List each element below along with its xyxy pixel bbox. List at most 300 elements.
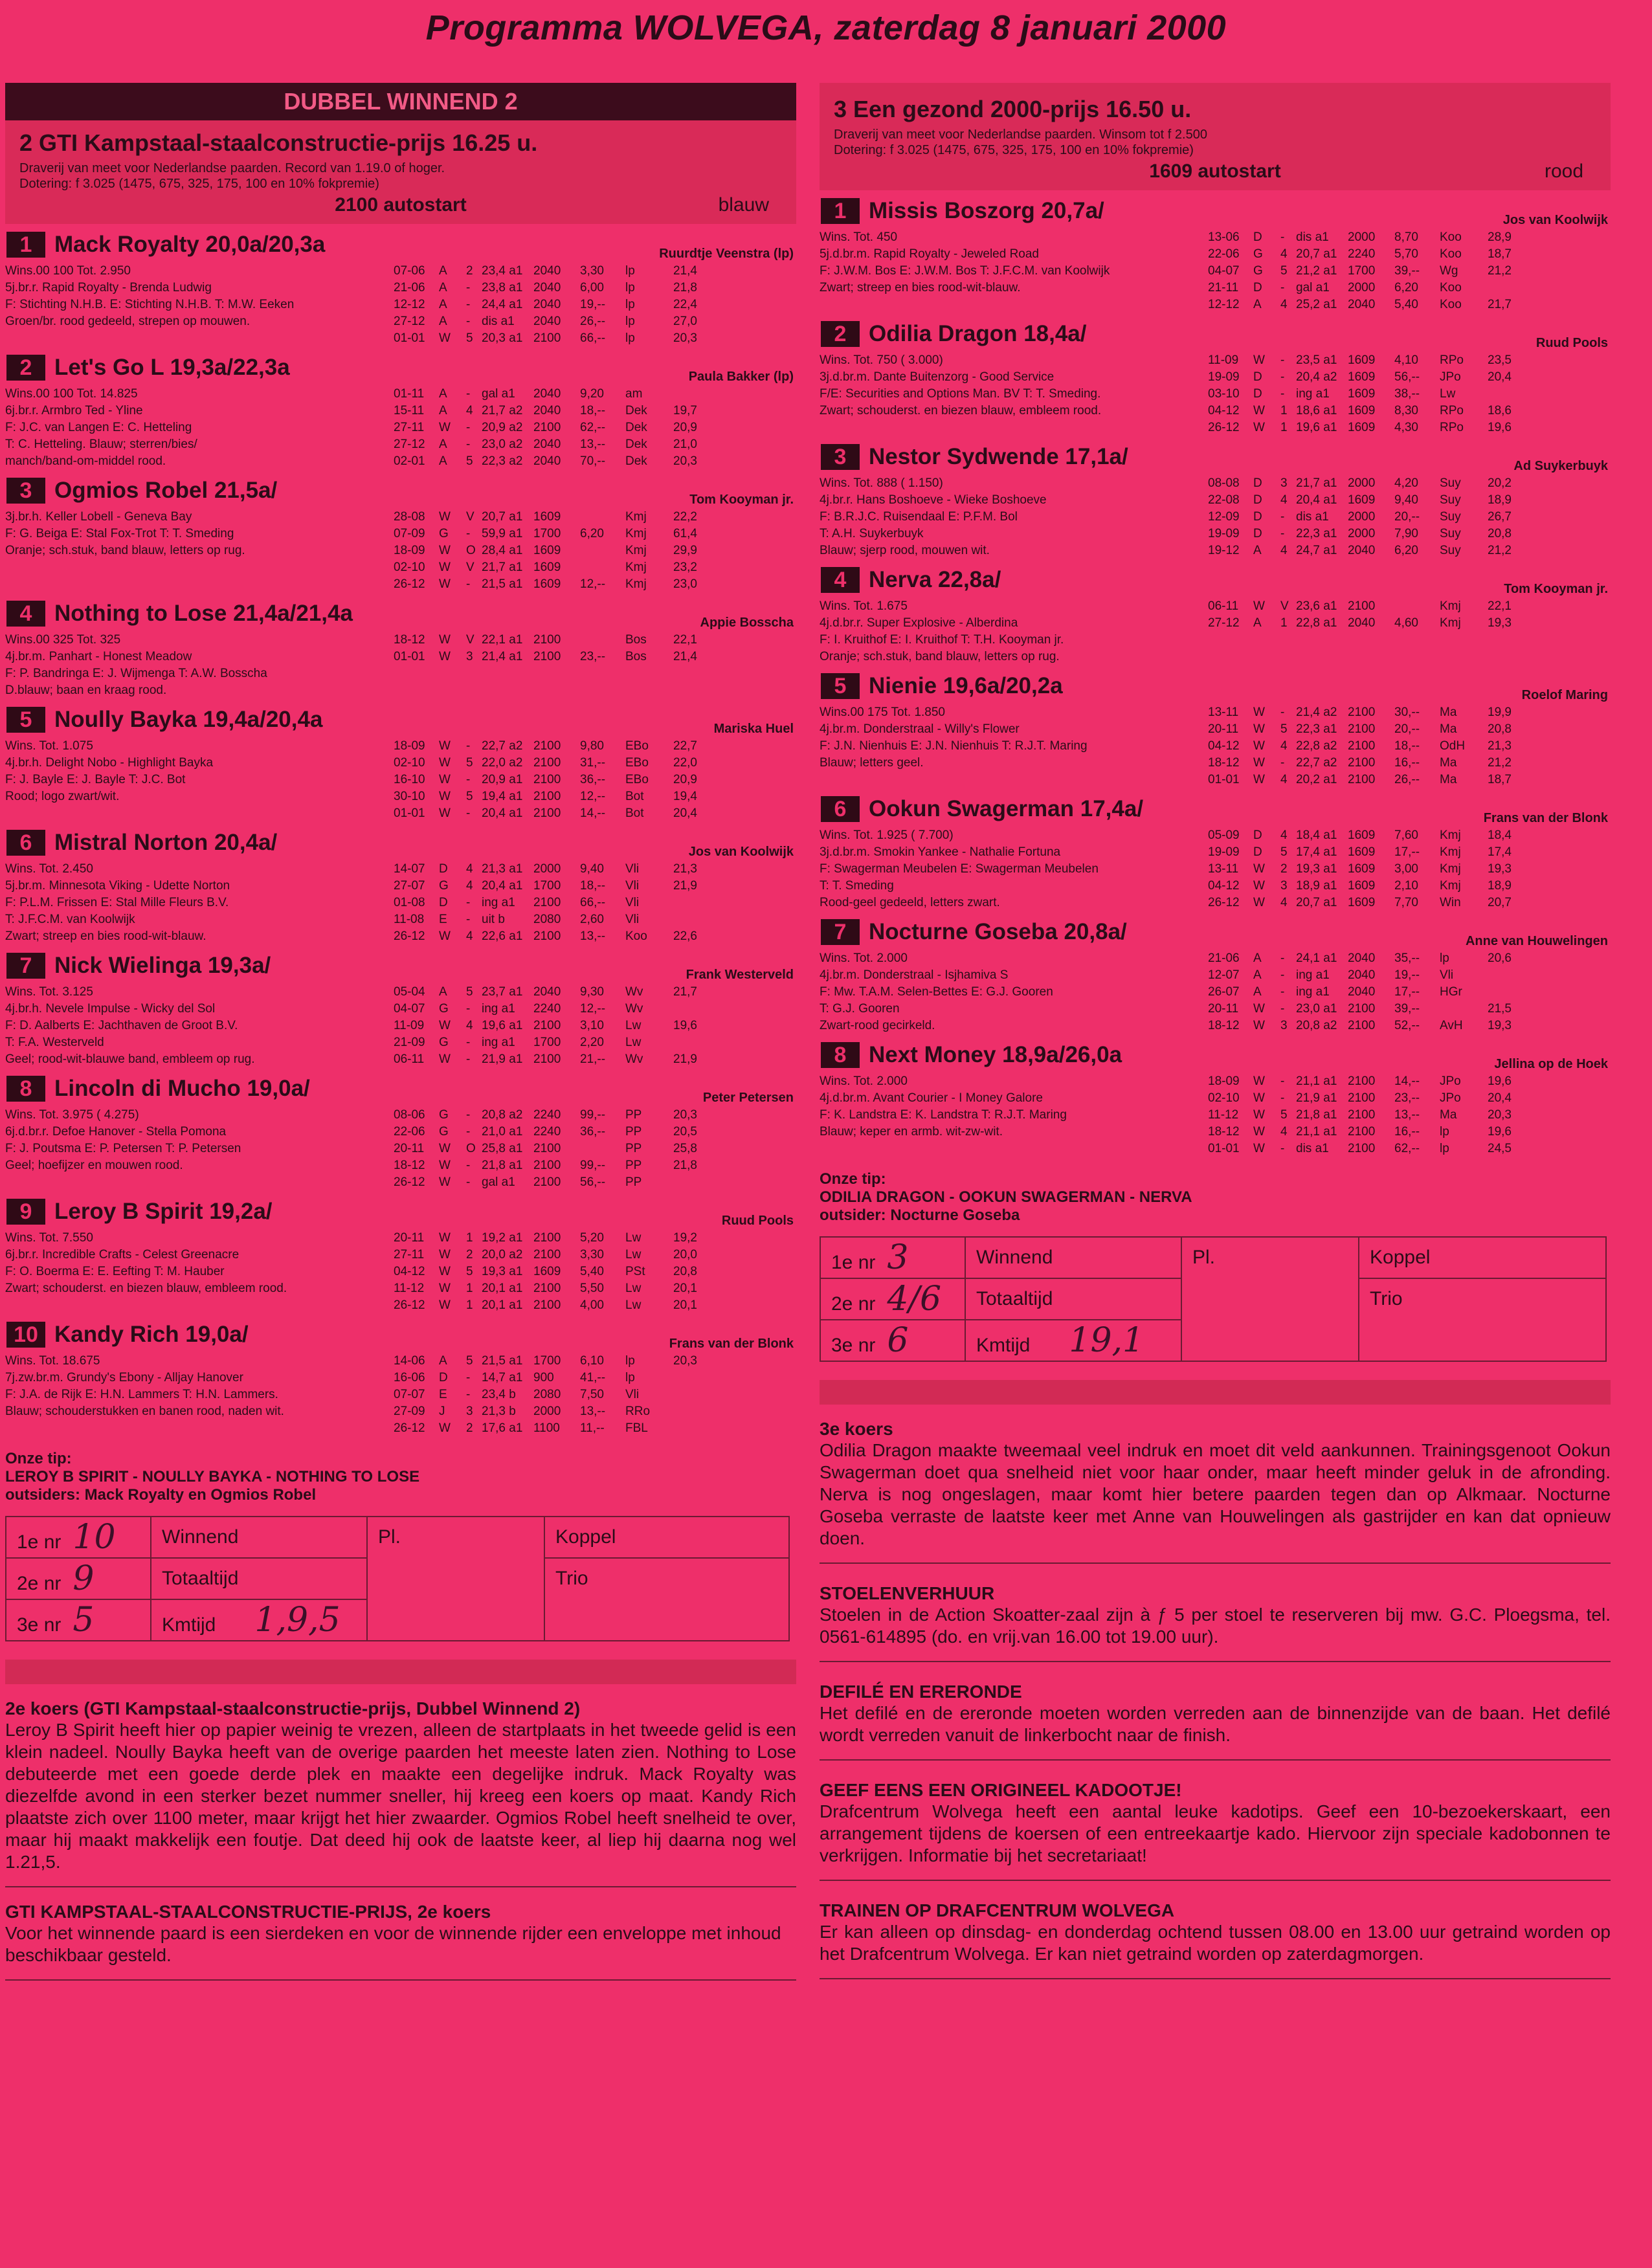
result-cell: 2100	[533, 1159, 561, 1172]
result-cell: 20,8 a2	[482, 1108, 523, 1122]
result-cell: 2100	[1348, 756, 1376, 770]
handwritten-entry[interactable]: 3	[887, 1238, 909, 1277]
handwritten-entry[interactable]: 5	[73, 1601, 95, 1640]
result-cell: A	[1253, 985, 1262, 999]
result-cell: dis a1	[1296, 1142, 1329, 1155]
result-cell: 20,--	[1394, 510, 1420, 524]
result-cell: -	[466, 527, 471, 540]
result-cell: -	[1280, 968, 1285, 982]
horse-header	[820, 198, 1611, 229]
result-cell: W	[1253, 1142, 1265, 1155]
result-row	[1208, 296, 1611, 313]
result-cell: 28-08	[394, 510, 425, 524]
bet-trio[interactable]: Trio	[1359, 1278, 1606, 1361]
result-cell: 39,--	[1394, 1002, 1420, 1016]
result-cell: Bos	[625, 633, 647, 647]
horse-info	[820, 827, 1208, 911]
info-line: Wins. Tot. 18.675	[5, 1354, 100, 1368]
result-cell: ing a1	[482, 896, 515, 909]
driver-name: Jellina op de Hoek	[1494, 1057, 1608, 1071]
result-cell: -	[466, 1052, 471, 1066]
bet-row-label: 1e nr 10	[6, 1517, 151, 1558]
result-cell: Wv	[625, 1052, 643, 1066]
result-cell: A	[1253, 968, 1262, 982]
notice	[820, 1780, 1611, 1867]
result-cell: W	[1253, 706, 1265, 719]
notice-body: Stoelen in de Action Skoatter-zaal zijn à ƒ 5 per stoel te reserveren bij mw. G.C. Ploegsma, tel. 0561-614895 (do. en vrij.van 16.00 tot 19.00 uur).	[820, 1605, 1611, 1647]
driver-name: Frank Westerveld	[686, 968, 794, 982]
bet-form	[5, 1516, 790, 1641]
info-line: Wins. Tot. 750 ( 3.000)	[820, 353, 943, 367]
driver-name: Ruurdtje Veenstra (lp)	[659, 247, 794, 261]
info-line: Wins.00 100 Tot. 2.950	[5, 264, 131, 278]
result-cell: -	[466, 298, 471, 311]
result-cell: 20,8	[1488, 722, 1512, 736]
result-cell: lp	[1440, 1142, 1449, 1155]
result-cell: 19,3	[1488, 862, 1512, 876]
result-cell: 2040	[533, 985, 561, 999]
info-line: Rood; logo zwart/wit.	[5, 790, 120, 803]
start-number: 1	[6, 232, 45, 258]
result-cell: J	[439, 1405, 445, 1418]
result-cell: 2,10	[1394, 879, 1418, 893]
handwritten-entry[interactable]: 9	[73, 1559, 95, 1598]
result-cell: 4	[1280, 247, 1288, 261]
info-line: F: J.A. de Rijk E: H.N. Lammers T: H.N. Lammers.	[5, 1388, 278, 1401]
result-cell: 1609	[1348, 862, 1376, 876]
result-cell: 16-10	[394, 773, 425, 786]
bet-place[interactable]: Pl.	[1181, 1237, 1359, 1361]
result-cell: -	[1280, 230, 1285, 244]
result-cell: Lw	[625, 1036, 642, 1049]
result-cell: 21,1 a1	[1296, 1125, 1337, 1139]
result-cell: 20,4 a1	[482, 806, 523, 820]
result-cell: -	[1280, 1142, 1285, 1155]
result-row	[394, 1124, 796, 1140]
race-color: rood	[1544, 161, 1583, 182]
bet-trio[interactable]: Trio	[544, 1558, 789, 1641]
result-cell	[1394, 598, 1440, 615]
result-cell: 01-01	[1208, 773, 1240, 786]
result-cell: 12-12	[1208, 298, 1240, 311]
result-cell: O	[466, 1142, 476, 1155]
result-row	[1208, 615, 1611, 632]
horse-header	[820, 567, 1611, 598]
result-row	[1208, 1073, 1611, 1090]
result-row	[394, 1353, 796, 1370]
result-cell: 20,3	[673, 454, 697, 468]
result-cell: 22,8 a1	[1296, 616, 1337, 630]
horse-entry	[820, 321, 1611, 436]
horse-header	[5, 1322, 796, 1353]
info-line: 6j.d.br.r. Defoe Hanover - Stella Pomona	[5, 1125, 227, 1139]
result-row	[394, 1370, 796, 1386]
result-cell: W	[439, 1248, 451, 1262]
result-cell: 4	[1280, 828, 1288, 842]
start-number: 5	[6, 707, 45, 733]
result-cell: A	[439, 264, 447, 278]
result-cell: Bot	[625, 790, 644, 803]
horse-info	[820, 229, 1208, 313]
result-cell: PP	[625, 1159, 642, 1172]
result-cell: W	[439, 331, 451, 345]
result-cell: -	[466, 421, 471, 434]
article-body: Odilia Dragon maakte tweemaal veel indruk en moet dit veld aankunnen. Trainingsgenoot Ookun Swagerman doet qua snelheid niet voor haar onder, maar heeft minder geluk in de afronding. Nerva is nog ongeslagen, maar komt hier betere paarden tegen dan op Alkmaar. Nocturne Goseba verraste de laatste keer met Anne van Houwelingen als gastrijder en kan dat opnieuw doen.	[820, 1440, 1611, 1548]
result-cell: W	[439, 773, 451, 786]
result-cell: Kmj	[625, 510, 647, 524]
result-cell: 21,1 a1	[1296, 1074, 1337, 1088]
result-cell: 22,1	[673, 633, 697, 647]
result-cell: 2100	[1348, 1091, 1376, 1105]
result-cell: 21-09	[394, 1036, 425, 1049]
result-cell: G	[439, 1108, 449, 1122]
result-cell: 19,2 a1	[482, 1231, 523, 1245]
result-cell: 62,--	[580, 421, 606, 434]
result-cell: 25,2 a1	[1296, 298, 1337, 311]
result-cell: -	[466, 1159, 471, 1172]
result-cell: V	[1280, 599, 1289, 613]
result-cell: W	[439, 1282, 451, 1295]
result-row	[394, 313, 796, 330]
result-cell: W	[1253, 1108, 1265, 1122]
result-cell: -	[1280, 1002, 1285, 1016]
result-cell: -	[466, 1036, 471, 1049]
result-cell: PSt	[625, 1265, 645, 1278]
result-cell: 1609	[1348, 387, 1376, 401]
race-distance: 1609 autostart	[1149, 161, 1281, 182]
result-cell: Ma	[1440, 706, 1457, 719]
result-cell: 20,3	[673, 1108, 697, 1122]
start-number: 1	[821, 198, 860, 224]
result-cell: 21,0 a1	[482, 1125, 523, 1139]
result-cell: 19,2	[673, 1231, 697, 1245]
result-row	[1208, 263, 1611, 280]
driver-name: Ruud Pools	[721, 1214, 794, 1228]
result-row	[1208, 704, 1611, 721]
result-cell: 21,--	[580, 1052, 606, 1066]
result-cell: 19-09	[1208, 845, 1240, 859]
result-cell: 2100	[1348, 1108, 1376, 1122]
result-cell: A	[439, 454, 447, 468]
horse-name: Nick Wielinga 19,3a/	[54, 953, 271, 978]
result-cell: Suy	[1440, 476, 1461, 490]
result-cell: 3,30	[580, 1248, 604, 1262]
prize-article	[5, 1902, 796, 1966]
result-cell: 1609	[1348, 845, 1376, 859]
handwritten-entry[interactable]: 19,1	[1069, 1321, 1144, 1360]
result-cell: W	[439, 1142, 451, 1155]
result-cell: 2100	[533, 1019, 561, 1032]
result-cell: Lw	[625, 1282, 642, 1295]
result-cell: 20,1 a1	[482, 1282, 523, 1295]
horse-info	[5, 1107, 394, 1191]
bet-totaaltijd[interactable]: Totaaltijd	[965, 1278, 1181, 1320]
result-cell: 22-06	[394, 1125, 425, 1139]
result-cell: lp	[625, 331, 635, 345]
horse-entry	[5, 478, 796, 593]
info-line: F: P. Bandringa E: J. Wijmenga T: A.W. Bosscha	[5, 667, 267, 680]
handwritten-entry[interactable]: 1,9,5	[254, 1601, 340, 1640]
result-cell: 28,4 a1	[482, 544, 523, 557]
result-cell: 18,9	[1488, 879, 1512, 893]
result-cell: 21,0	[673, 438, 697, 451]
result-cell: -	[1280, 370, 1285, 384]
result-cell: 20,3	[673, 1354, 697, 1368]
result-row	[394, 632, 796, 649]
divider	[820, 1661, 1611, 1662]
start-number: 7	[6, 953, 45, 979]
horse-details	[820, 704, 1611, 788]
result-row	[394, 1034, 796, 1051]
result-row	[1208, 1017, 1611, 1034]
result-cell: W	[1253, 1019, 1265, 1032]
result-cell: 2	[1280, 862, 1288, 876]
result-cell: 22,6 a1	[482, 929, 523, 943]
result-cell: W	[1253, 421, 1265, 434]
info-line: 4j.br.m. Donderstraal - Isjhamiva S	[820, 968, 1009, 982]
preview-article	[820, 1419, 1611, 1550]
result-cell	[1488, 984, 1530, 1001]
result-cell: EBo	[625, 773, 649, 786]
result-row	[1208, 475, 1611, 492]
notice-list	[820, 1583, 1611, 1979]
result-cell: 2	[466, 1421, 473, 1435]
result-row	[394, 878, 796, 895]
result-cell: 2240	[1348, 247, 1376, 261]
result-cell: 2100	[533, 1298, 561, 1312]
result-cell: Ma	[1440, 756, 1457, 770]
bet-row-label: 3e nr 6	[820, 1320, 965, 1361]
result-cell: D	[1253, 230, 1262, 244]
notice-title: DEFILÉ EN ERERONDE	[820, 1682, 1022, 1702]
result-cell: 22-06	[1208, 247, 1240, 261]
result-cell: 6,20	[1394, 544, 1418, 557]
result-cell: 1700	[533, 1354, 561, 1368]
result-cell: Lw	[1440, 387, 1456, 401]
result-cell: W	[439, 633, 451, 647]
result-row	[394, 649, 796, 665]
result-cell: 5,40	[1394, 298, 1418, 311]
result-cell: 8,70	[1394, 230, 1418, 244]
result-cell: 2080	[533, 913, 561, 926]
result-cell: A	[1253, 298, 1262, 311]
result-cell: 7,90	[1394, 527, 1418, 540]
bet-row-label: 2e nr 9	[6, 1558, 151, 1599]
result-cell: 17,6 a1	[482, 1421, 523, 1435]
result-cell: 17,4 a1	[1296, 845, 1337, 859]
result-cell: 5	[1280, 264, 1288, 278]
result-cell: 20,2 a1	[1296, 773, 1337, 786]
result-cell: 7,60	[1394, 828, 1418, 842]
bet-koppel[interactable]: Koppel	[544, 1517, 789, 1558]
result-row	[394, 1140, 796, 1157]
result-cell: 12-12	[394, 298, 425, 311]
horse-header	[820, 1042, 1611, 1073]
info-line: 3j.d.br.m. Dante Buitenzorg - Good Service	[820, 370, 1055, 384]
result-cell: 20,7	[1488, 896, 1512, 909]
driver-name: Tom Kooyman jr.	[689, 493, 794, 507]
horse-info	[5, 632, 394, 699]
result-cell: 21,8 a1	[1296, 1108, 1337, 1122]
result-cell: D	[1253, 370, 1262, 384]
result-cell: 13,--	[1394, 1108, 1420, 1122]
result-cell: 2040	[533, 454, 561, 468]
result-cell: W	[439, 756, 451, 770]
result-cell: 18-12	[394, 1159, 425, 1172]
result-cell: 3	[1280, 879, 1288, 893]
horse-details	[820, 475, 1611, 559]
driver-name: Roelof Maring	[1521, 688, 1608, 702]
result-cell: 2100	[1348, 773, 1376, 786]
result-cell: 13-11	[1208, 862, 1239, 876]
result-cell: 1609	[533, 544, 561, 557]
result-cell: 2100	[1348, 706, 1376, 719]
info-line: Wins. Tot. 1.675	[820, 599, 908, 613]
result-cell: 21,4 a2	[1296, 706, 1337, 719]
result-cell: 4,20	[1394, 476, 1418, 490]
result-cell: RPo	[1440, 421, 1464, 434]
result-cell: 22,2	[673, 510, 697, 524]
result-cell: 2100	[533, 756, 561, 770]
result-cell: 1609	[533, 577, 561, 591]
result-cell: W	[439, 1019, 451, 1032]
bet-totaaltijd[interactable]: Totaaltijd	[151, 1558, 367, 1599]
result-cell: D	[1253, 493, 1262, 507]
result-row	[394, 419, 796, 436]
result-cell: 5,50	[580, 1282, 604, 1295]
result-cell: Dek	[625, 404, 647, 417]
horse-name: Mistral Norton 20,4a/	[54, 830, 278, 855]
horse-info	[820, 475, 1208, 559]
result-cell: 56,--	[1394, 370, 1420, 384]
result-cell: 21,9 a1	[1296, 1091, 1337, 1105]
result-cell: A	[439, 281, 447, 295]
result-cell: 2040	[1348, 544, 1376, 557]
result-cell: Kmj	[1440, 845, 1461, 859]
result-cell: 2240	[533, 1125, 561, 1139]
info-line: T: G.J. Gooren	[820, 1002, 900, 1016]
result-cell: 5	[466, 985, 473, 999]
result-cell: 22,0	[673, 756, 697, 770]
info-line: Wins. Tot. 2.450	[5, 862, 93, 876]
result-cell: 19,4 a1	[482, 790, 523, 803]
handwritten-entry[interactable]: 6	[887, 1321, 909, 1360]
result-row	[394, 895, 796, 911]
result-cell: 04-12	[1208, 879, 1240, 893]
result-row	[394, 911, 796, 928]
result-cell: A	[1253, 951, 1262, 965]
info-line: F: Stichting N.H.B. E: Stichting N.H.B. T: M.W. Eeken	[5, 298, 295, 311]
horse-header	[820, 321, 1611, 352]
result-row	[394, 1386, 796, 1403]
result-cell: 23,6 a1	[1296, 599, 1337, 613]
bet-winnend[interactable]: Winnend	[151, 1517, 367, 1558]
result-cell: 1609	[1348, 828, 1376, 842]
result-cell: 59,9 a1	[482, 527, 523, 540]
result-cell: 19-09	[1208, 370, 1240, 384]
result-cell: W	[439, 510, 451, 524]
horse-header	[5, 355, 796, 386]
result-cell: 20,8	[673, 1265, 697, 1278]
notice-body: Er kan alleen op dinsdag- en donderdag ochtend tussen 08.00 en 13.00 uur getraind worden op het Drafcentrum Wolvega. Er kan niet getraind worden op zaterdagmorgen.	[820, 1922, 1611, 1964]
result-cell: 4	[1280, 1125, 1288, 1139]
result-cell: -	[1280, 1074, 1285, 1088]
info-line: F: P.L.M. Frissen E: Stal Mille Fleurs B.V.	[5, 896, 229, 909]
result-cell: gal a1	[482, 387, 515, 401]
info-line: Oranje; sch.stuk, band blauw, letters op rug.	[820, 650, 1060, 663]
result-cell: 2040	[533, 264, 561, 278]
handwritten-entry[interactable]: 10	[73, 1518, 116, 1557]
result-cell: 4	[1280, 493, 1288, 507]
result-cell	[673, 386, 716, 403]
result-row	[1208, 352, 1611, 369]
result-row	[1208, 229, 1611, 246]
info-line: F: Swagerman Meubelen E: Swagerman Meubelen	[820, 862, 1099, 876]
result-cell: G	[439, 1036, 449, 1049]
info-line: T: T. Smeding	[820, 879, 894, 893]
handwritten-entry[interactable]: 4/6	[887, 1280, 942, 1318]
tip-picks: LEROY B SPIRIT - NOULLY BAYKA - NOTHING TO LOSE	[5, 1468, 420, 1485]
result-cell: 02-10	[394, 561, 425, 574]
result-cell: 2100	[533, 929, 561, 943]
result-cell: Kmj	[625, 544, 647, 557]
result-cell: 2240	[533, 1108, 561, 1122]
driver-name: Ad Suykerbuyk	[1513, 459, 1608, 473]
horse-details	[5, 1353, 796, 1437]
result-cell: 15-11	[394, 404, 425, 417]
result-cell: 20-11	[394, 1231, 425, 1245]
result-row	[1208, 1001, 1611, 1017]
horse-info	[5, 386, 394, 470]
result-cell: Vli	[1440, 968, 1454, 982]
result-cell: 21,8 a1	[482, 1159, 523, 1172]
result-cell: 2040	[1348, 985, 1376, 999]
result-row	[394, 386, 796, 403]
result-row	[1208, 1140, 1611, 1157]
result-cell: 06-11	[1208, 599, 1239, 613]
result-cell: 06-11	[394, 1052, 425, 1066]
result-cell: A	[1253, 544, 1262, 557]
result-cell: 12,--	[580, 1002, 606, 1016]
result-cell: ing a1	[1296, 985, 1330, 999]
result-cell: W	[1253, 599, 1265, 613]
result-cell: 2100	[533, 739, 561, 753]
result-cell: 1700	[533, 527, 561, 540]
result-cell: 20,4	[1488, 1091, 1512, 1105]
result-cell: 18-12	[1208, 756, 1240, 770]
race-distance: 2100 autostart	[335, 194, 467, 216]
result-cell	[673, 1386, 716, 1403]
result-cell: 35,--	[1394, 951, 1420, 965]
start-number: 7	[821, 919, 860, 945]
horse-name: Odilia Dragon 18,4a/	[869, 321, 1087, 346]
result-cell: 30,--	[1394, 706, 1420, 719]
result-cell: 20,8 a2	[1296, 1019, 1337, 1032]
result-cell: 19,9	[1488, 706, 1512, 719]
bet-place[interactable]: Pl.	[367, 1517, 544, 1641]
result-cell: 70,--	[580, 454, 606, 468]
horse-entry	[5, 953, 796, 1068]
horse-header	[5, 953, 796, 984]
result-cell: D	[439, 862, 448, 876]
bet-koppel[interactable]: Koppel	[1359, 1237, 1606, 1278]
result-cell: Kmj	[1440, 879, 1461, 893]
result-cell: 99,--	[580, 1108, 606, 1122]
horse-details	[5, 738, 796, 822]
result-cell: 2240	[533, 1002, 561, 1016]
result-cell: 11-09	[1208, 353, 1239, 367]
bet-winnend[interactable]: Winnend	[965, 1237, 1181, 1278]
